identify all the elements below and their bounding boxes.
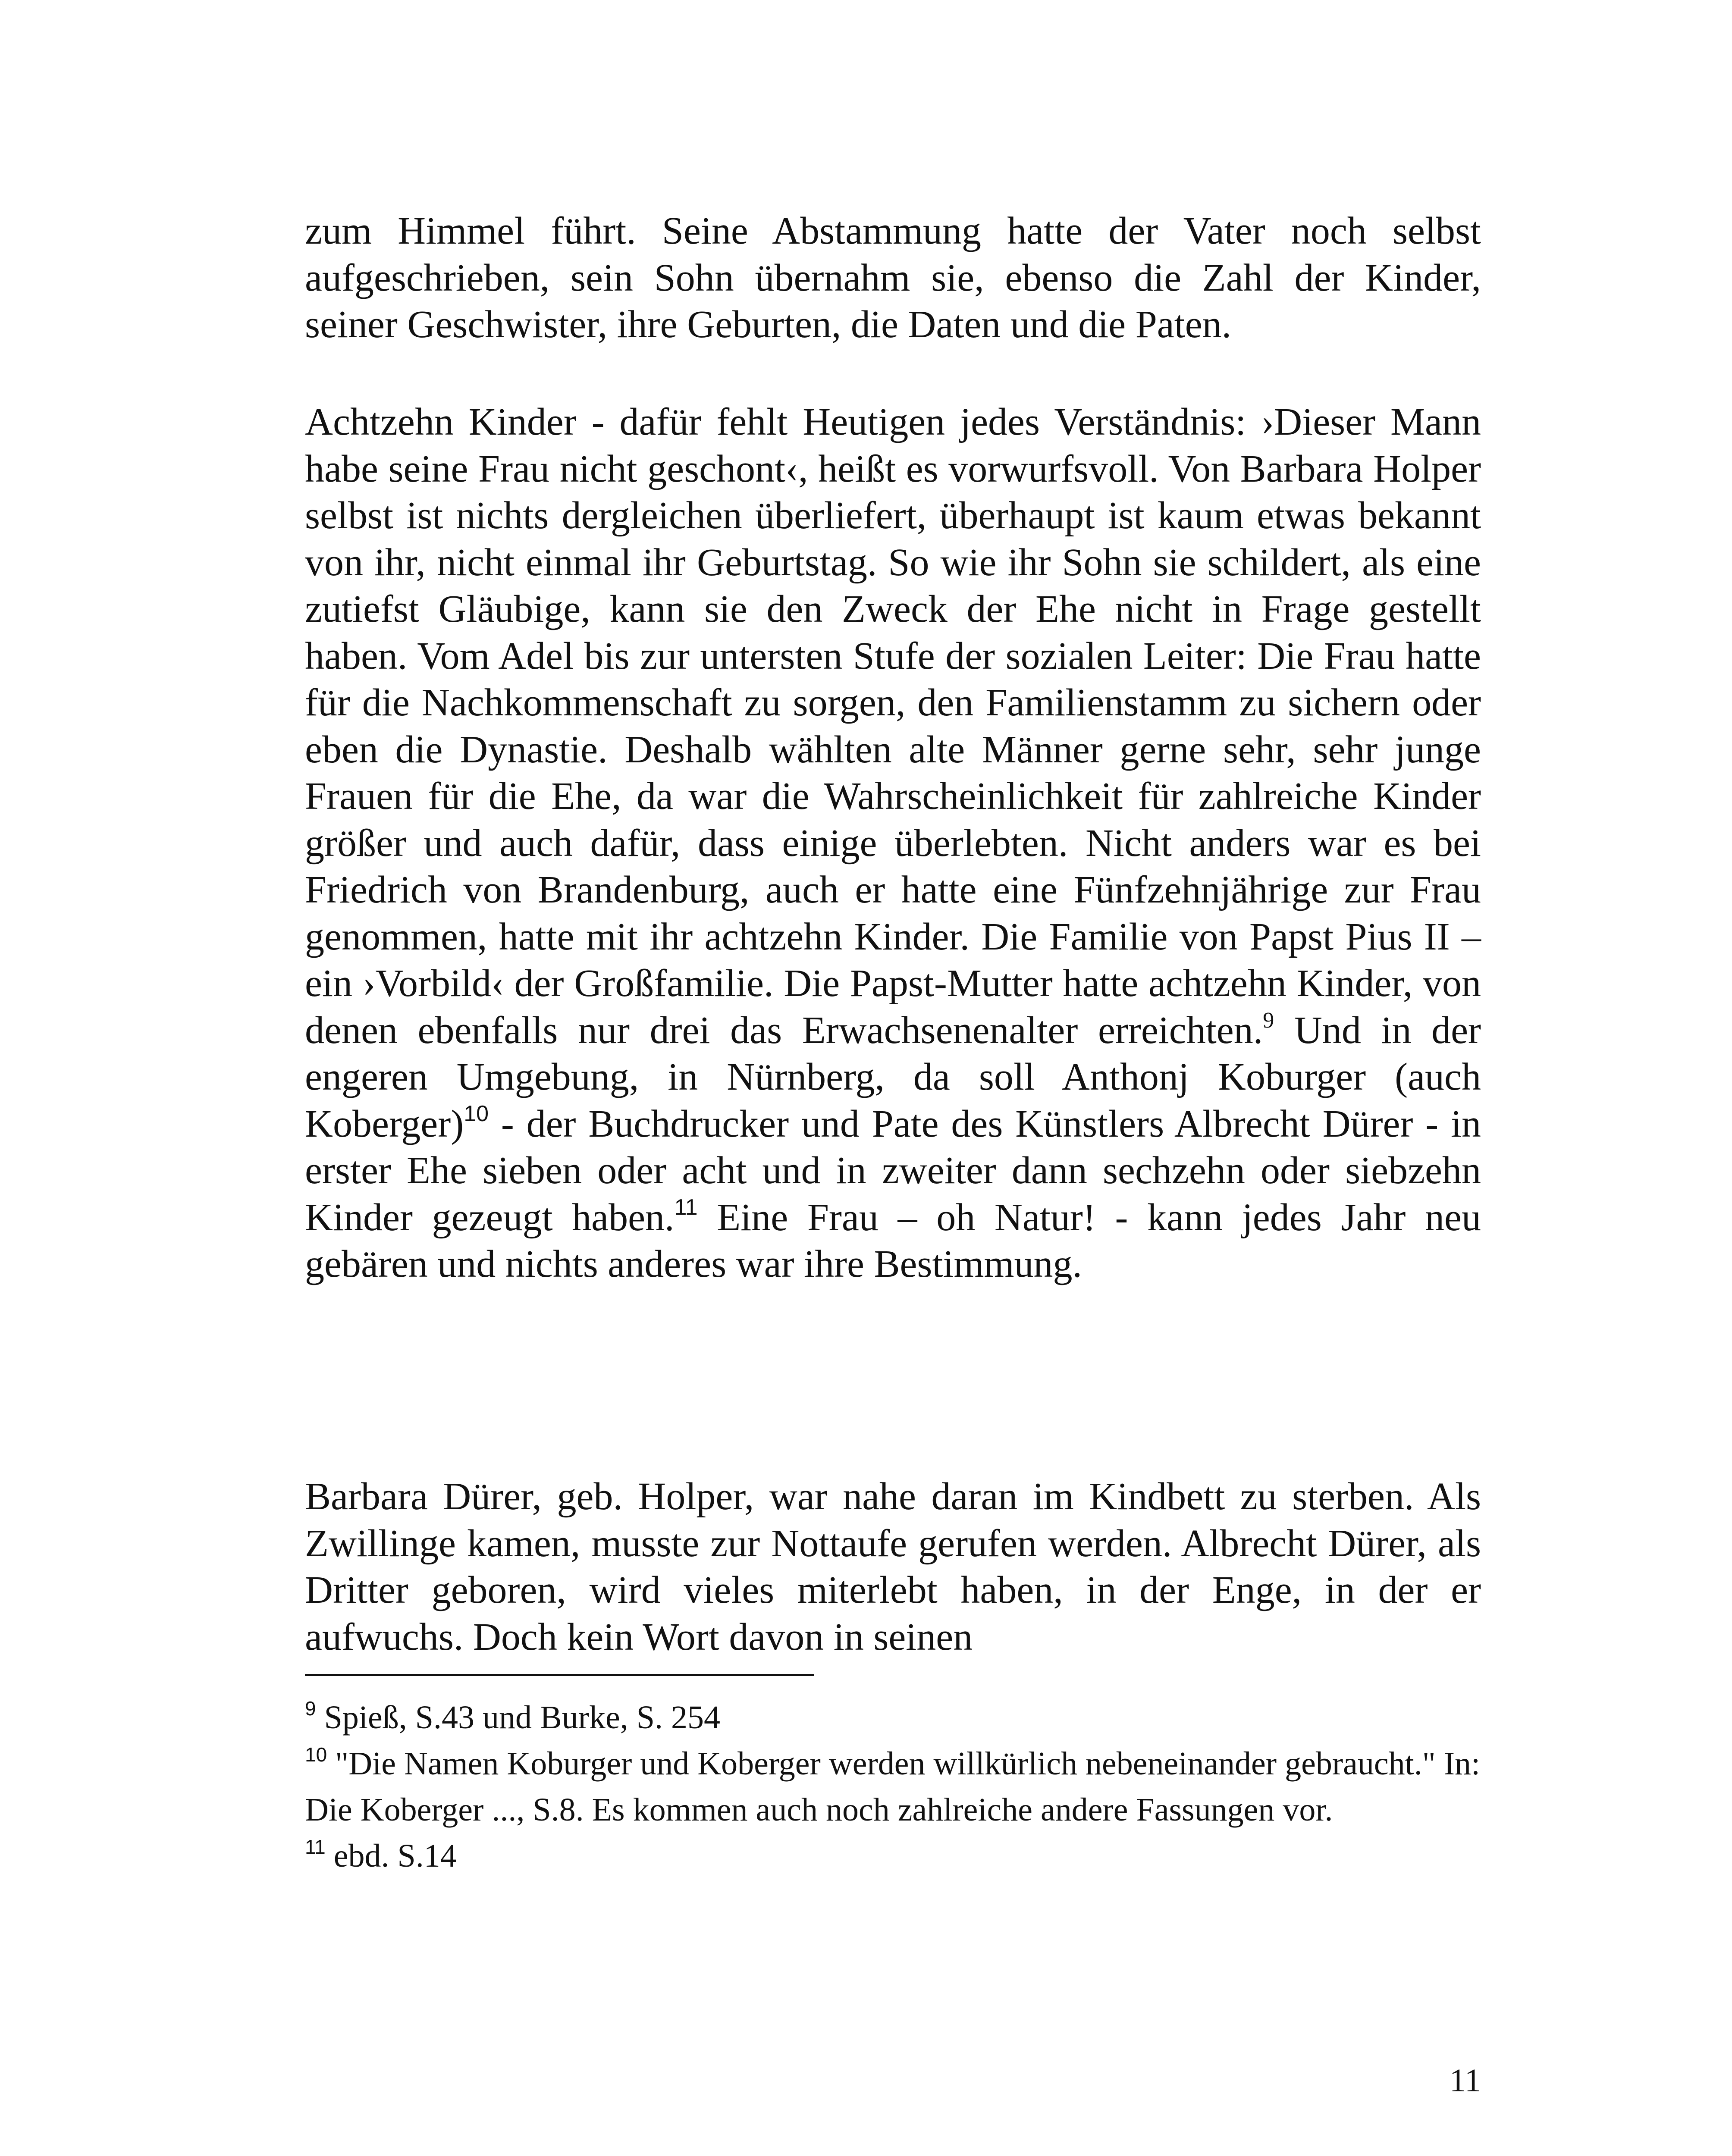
footnote-ref-10[interactable]: 10	[464, 1101, 489, 1126]
footnote-9-number: 9	[305, 1697, 316, 1720]
footnote-9	[305, 1695, 1481, 1741]
paragraph-1	[305, 208, 1481, 348]
footnote-10-number: 10	[305, 1743, 327, 1766]
paragraph-3	[305, 1473, 1481, 1661]
footnote-11	[305, 1833, 1481, 1879]
footnote-11-text: ebd. S.14	[325, 1838, 457, 1874]
footnote-9-text: Spieß, S.43 und Burke, S. 254	[316, 1699, 720, 1736]
paragraph-2-segment-1: Achtzehn Kinder - dafür fehlt Heutigen jedes Verständnis: ›Dieser Mann habe seine Frau nicht geschont‹, heißt es vorwurfsvoll. Von Barbara Holper selbst ist nichts dergleichen überliefert, überhaupt ist kaum etwas bekannt von ihr, nicht einmal ihr Geburtstag. So wie ihr Sohn sie schildert, als eine zutiefst Gläubige, kann sie den Zweck der Ehe nicht in Frage gestellt haben. Vom Adel bis zur untersten Stufe der sozialen Leiter: Die Frau hatte für die Nachkommenschaft zu sorgen, den Familienstamm zu sichern oder eben die Dynastie. Deshalb wählten alte Männer gerne sehr, sehr junge Frauen für die Ehe, da war die Wahrscheinlichkeit für zahlreiche Kinder größer und auch dafür, dass einige überlebten. Nicht anders war es bei Friedrich von Brandenburg, auch er hatte eine Fünfzehnjährige zur Frau genommen, hatte mit ihr achtzehn Kinder. Die Familie von Papst Pius II – ein ›Vorbild‹ der Großfamilie. Die Papst-Mutter hatte achtzehn Kinder, von denen ebenfalls nur drei das Erwachsenenalter erreichten.	[305, 401, 1481, 1052]
footnote-separator	[305, 1674, 814, 1676]
footnote-10	[305, 1741, 1481, 1833]
paragraph-3-text: Barbara Dürer, geb. Holper, war nahe daran im Kindbett zu sterben. Als Zwillinge kamen, musste zur Nottaufe gerufen werden. Albrecht Dürer, als Dritter geboren, wird vieles miterlebt haben, in der Enge, in der er aufwuchs. Doch kein Wort davon in seinen	[305, 1475, 1481, 1658]
paragraph-2	[305, 399, 1481, 1288]
footnote-ref-11[interactable]: 11	[674, 1194, 698, 1220]
paragraph-1-text: zum Himmel führt. Seine Abstammung hatte der Vater noch selbst aufgeschrieben, sein Sohn übernahm sie, ebenso die Zahl der Kinder, seiner Geschwister, ihre Geburten, die Daten und die Paten.	[305, 210, 1481, 346]
footnote-ref-9[interactable]: 9	[1263, 1008, 1274, 1033]
paragraph-2-segment-4: Eine Frau – oh Natur! - kann jedes Jahr neu gebären und nichts anderes war ihre Bestimmung.	[305, 1196, 1481, 1285]
footnotes-section	[305, 1695, 1481, 1879]
paragraph-2-segment-3: - der Buchdrucker und Pate des Künstlers Albrecht Dürer - in erster Ehe sieben oder acht und in zweiter dann sechzehn oder siebzehn Kinder gezeugt haben.	[305, 1102, 1481, 1239]
page-number: 11	[1449, 2062, 1481, 2099]
paragraph-2-text	[305, 399, 1481, 1288]
paragraph-2-segment-2: Und in der engeren Umgebung, in Nürnberg, da soll Anthonj Koburger (auch Koberger)	[305, 1009, 1481, 1145]
footnote-10-text: "Die Namen Koburger und Koberger werden willkürlich nebeneinander gebraucht." In: Die Koberger ..., S.8. Es kommen auch noch zahlreiche andere Fassungen vor.	[305, 1745, 1481, 1828]
footnote-11-number: 11	[305, 1836, 326, 1858]
